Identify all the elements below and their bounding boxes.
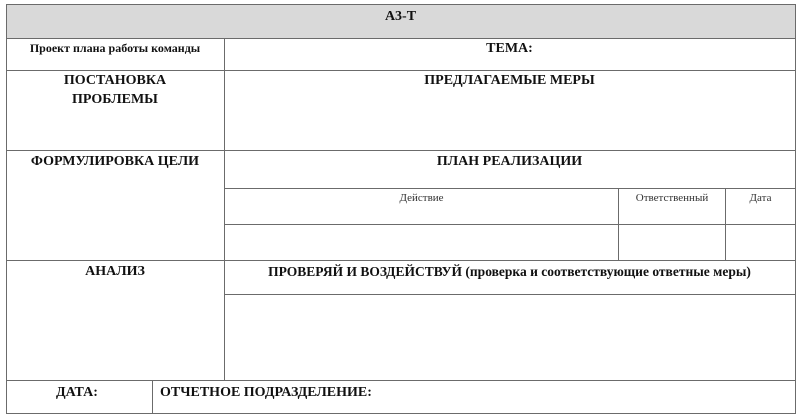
check-header-line: [225, 294, 796, 295]
form-title: А3-Т: [384, 9, 417, 24]
check-act-label: ПРОВЕРЯЙ И ВОЗДЕЙСТВУЙ (проверка и соответствующие ответные меры): [268, 264, 751, 279]
plan-col-date: Дата: [749, 192, 772, 204]
footer-divider: [152, 380, 153, 413]
plan-header-line: [225, 188, 796, 189]
border-left: [6, 4, 7, 414]
border-bottom: [6, 413, 796, 414]
goal-label: ФОРМУЛИРОВКА ЦЕЛИ: [30, 154, 200, 169]
plan-subheader-line: [225, 224, 796, 225]
team-plan-label: Проект плана работы команды: [29, 41, 201, 55]
department-label: ОТЧЕТНОЕ ПОДРАЗДЕЛЕНИЕ:: [160, 385, 372, 400]
date-label: ДАТА:: [56, 385, 98, 400]
plan-label: ПЛАН РЕАЛИЗАЦИИ: [436, 154, 583, 169]
plan-col-responsible: Ответственный: [635, 192, 709, 204]
proposed-measures-label: ПРЕДЛАГАЕМЫЕ МЕРЫ: [424, 73, 595, 88]
border-top: [6, 4, 796, 5]
problem-label-line2: ПРОБЛЕМЫ: [72, 92, 158, 107]
row1-bottom-line: [6, 70, 796, 71]
title-bottom-line: [6, 38, 796, 39]
row2-bottom-line: [6, 150, 796, 151]
row3-bottom-line: [6, 260, 796, 261]
analysis-label: АНАЛИЗ: [85, 264, 145, 279]
theme-label: ТЕМА:: [486, 41, 533, 56]
column-divider: [224, 38, 225, 380]
row4-bottom-line: [6, 380, 796, 381]
plan-col-action: Действие: [399, 192, 444, 204]
problem-label-line1: ПОСТАНОВКА: [63, 73, 167, 88]
border-right: [795, 4, 796, 414]
